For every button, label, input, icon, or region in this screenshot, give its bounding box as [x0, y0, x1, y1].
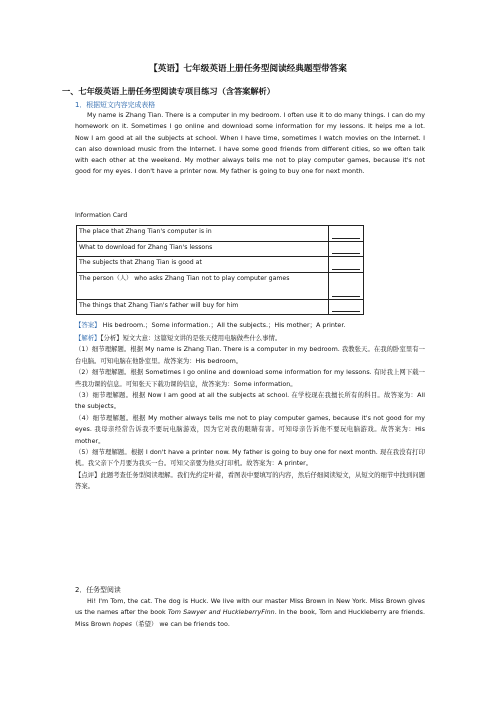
point-answer: Some information [233, 380, 291, 388]
card-question: The person（人） who asks Zhang Tian not to play computer games [77, 272, 329, 299]
table-row [77, 257, 364, 273]
analysis-point [75, 413, 425, 447]
point-end: 。 [98, 437, 105, 445]
analysis-intro: 【分析】短文大意：这篇短文讲的是张天使用电脑做些什么事情。 [100, 335, 282, 342]
story-text: we can be friends too. [157, 620, 230, 628]
comment-line [75, 470, 425, 493]
point-end: 。 [305, 460, 313, 468]
point-text: （3）细节理解题。根据 Now I am good at all the subjects at school. 在学校现在我擅长所有的科目。故答案为： [75, 392, 418, 400]
hopes-word: hopes [112, 620, 132, 628]
answer-blank[interactable] [329, 226, 364, 242]
answer-blank[interactable] [329, 257, 364, 273]
question-1-passage [75, 110, 425, 178]
answer-text: His bedroom.；Some information.；All the subjects.；His mother；A printer. [102, 321, 346, 329]
card-question: What to download for Zhang Tian's lessons [77, 241, 329, 257]
book-title: Tom Sawyer and HuckleberryFinn [167, 609, 275, 617]
story-paragraph [75, 596, 425, 630]
point-answer: His bedroom [195, 357, 236, 365]
analysis-point [75, 367, 425, 390]
point-text: （1）细节理解题。根据 My name is Zhang Tian. There is a computer in my bedroom. 我教张天。在我的卧室里有一台电脑。可知电脑在他卧室里。故答案为： [75, 346, 425, 365]
question-1-label: 1．根据短文内容完成表格 [75, 101, 156, 109]
table-row [77, 299, 364, 315]
analysis-tag: 【解析】 [75, 335, 101, 342]
point-text: （2）细节理解题。根据 Sometimes I go online and download some information for my lessons. 有时我上网下载一些我功课的信息。可知张天下载功课的信息，故答案为： [75, 369, 425, 388]
story-text: . In the book, Tom and Huckleberry are friends. Miss Brown [75, 609, 426, 628]
passage-text: My name is Zhang Tian. There is a computer in my bedroom. I often use it to do many things. I can do my homework on it. Sometimes I go online and download some information for my lessons. It helps me a lot. Now I am good at all the subjects at school. When I have time, sometimes I watch movies on the Internet. I can also download music from the Internet. I have some good friends from different cities, so we often talk with each other at the weekend. My mother always tells me not to play computer games, because it's not good for my eyes. I don't have a printer now. My father is going to buy one for next month. [75, 112, 425, 176]
comment-tag: 【点评】 [75, 471, 101, 479]
point-answer: All the subjects [75, 392, 425, 411]
table-row [77, 241, 364, 257]
question-2-label: 2．任务型阅读 [75, 586, 121, 594]
comment-text: 此题考查任务型阅读理解。我们先约定叶蓄，看图表中要填写的内容，然后仔细阅读短文，从短文的细节中找到问题答案。 [75, 471, 425, 491]
info-card-label: Information Card [75, 212, 128, 219]
analysis-point [75, 390, 425, 413]
answer-tag: 【答案】 [75, 321, 101, 329]
point-answer: A printer [278, 460, 306, 468]
section-heading: 一、七年级英语上册任务型阅读专项目练习（含答案解析） [62, 86, 275, 96]
answer-blank[interactable] [329, 272, 364, 299]
answer-line [75, 320, 345, 329]
answer-blank[interactable] [329, 241, 364, 257]
point-end: 。 [290, 380, 297, 388]
info-card-table [76, 225, 364, 315]
document-title: 【英语】七年级英语上册任务型阅读经典题型带答案 [149, 64, 347, 74]
answer-blank[interactable] [329, 299, 364, 315]
point-text: （5）细节理解题。根据 I don't have a printer now. My father is going to buy one for next month. 现在我没有打印机。我父亲下个月要为我买一台。可知父亲要为他买打印机。故答案为： [75, 449, 425, 468]
point-end: 。 [235, 357, 243, 365]
point-answer: His mother [75, 426, 425, 445]
story-text: Hi! I'm Tom, the cat. The dog is Huck. We live with our master Miss Brown in New York. Miss Brown gives us the names after the book [75, 598, 425, 617]
analysis-intro-line [75, 333, 425, 344]
analysis-block [75, 333, 425, 493]
card-question: The things that Zhang Tian's father will buy for him [77, 299, 329, 315]
analysis-point [75, 447, 425, 470]
point-end: 。 [113, 403, 121, 411]
card-question: The place that Zhang Tian's computer is in [77, 226, 329, 242]
question-2-passage [75, 596, 425, 630]
hopes-gloss: （希望） [131, 620, 158, 628]
point-text: （4）细节理解题。根据 My mother always tells me not to play computer games, because it's not good for my eyes. 我母亲经常告诉我不要玩电脑游戏，因为它对我的眼睛有害。可知母亲告诉他不要玩电脑游戏。故答案为： [75, 414, 425, 434]
card-question: The subjects that Zhang Tian is good at [77, 257, 329, 273]
table-row [77, 226, 364, 242]
table-row [77, 272, 364, 299]
analysis-point [75, 344, 425, 367]
